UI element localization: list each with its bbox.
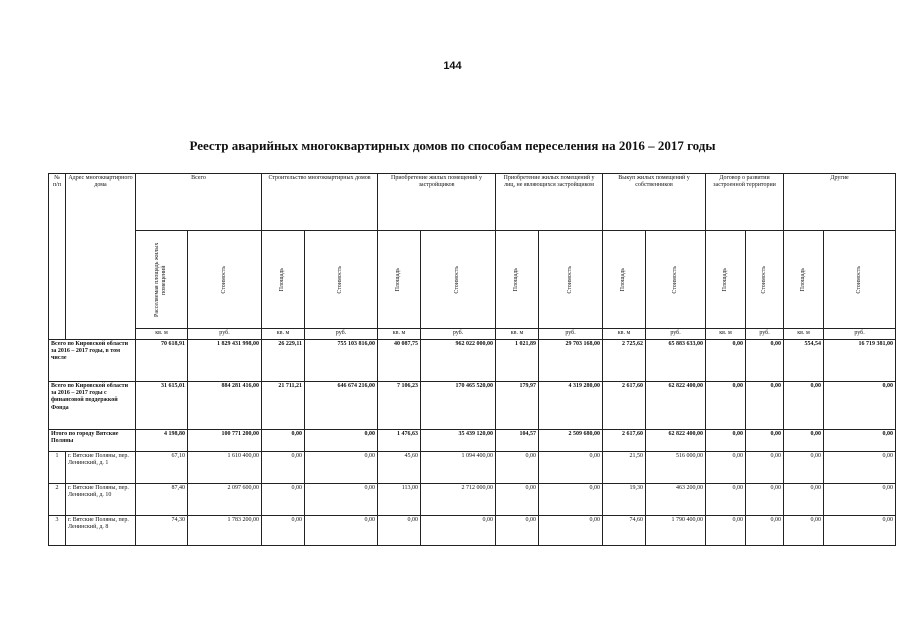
row-address: Всего по Кировской области за 2016 – 2017 годы, в том числе <box>49 340 136 382</box>
cell-area: 113,00 <box>378 484 421 516</box>
table-row <box>49 484 896 516</box>
cell-area: 87,40 <box>136 484 188 516</box>
cell-cost: 35 439 120,00 <box>421 430 496 452</box>
cell-cost: 884 281 416,00 <box>188 382 262 430</box>
sub-header-cost: Стоимость <box>855 265 862 294</box>
cell-cost: 0,00 <box>746 382 784 430</box>
cell-cost: 0,00 <box>539 484 603 516</box>
cell-cost: 646 674 216,00 <box>305 382 378 430</box>
cell-cost: 0,00 <box>539 452 603 484</box>
document-title: Реестр аварийных многоквартирных домов по способам переселения на 2016 – 2017 годы <box>189 138 716 153</box>
unit-cost: руб. <box>305 329 378 340</box>
cell-area: 0,00 <box>706 430 746 452</box>
unit-area: кв. м <box>136 329 188 340</box>
cell-cost: 0,00 <box>824 382 896 430</box>
sub-header-cost: Стоимость <box>337 265 344 294</box>
cell-cost: 0,00 <box>539 516 603 546</box>
cell-area: 0,00 <box>496 484 539 516</box>
cell-area: 0,00 <box>496 516 539 546</box>
cell-area: 0,00 <box>706 516 746 546</box>
header-group-construction: Строительство многоквартирных домов <box>262 174 378 231</box>
cell-area: 179,97 <box>496 382 539 430</box>
cell-area: 0,00 <box>262 452 305 484</box>
cell-cost: 62 822 400,00 <box>646 382 706 430</box>
cell-cost: 1 610 400,00 <box>188 452 262 484</box>
cell-cost: 62 822 400,00 <box>646 430 706 452</box>
unit-area: кв. м <box>262 329 305 340</box>
cell-area: 2 617,60 <box>603 430 646 452</box>
unit-cost: руб. <box>539 329 603 340</box>
cell-area: 1 021,89 <box>496 340 539 382</box>
header-row-sub <box>49 231 896 329</box>
registry-table <box>48 173 896 546</box>
cell-cost: 0,00 <box>824 452 896 484</box>
cell-cost: 0,00 <box>746 452 784 484</box>
cell-cost: 0,00 <box>421 516 496 546</box>
cell-area: 45,60 <box>378 452 421 484</box>
row-address: г. Вятские Поляны, пер. Ленинский, д. 8 <box>66 516 136 546</box>
cell-area: 0,00 <box>262 484 305 516</box>
cell-cost: 755 103 816,00 <box>305 340 378 382</box>
cell-cost: 0,00 <box>305 430 378 452</box>
cell-area: 0,00 <box>784 516 824 546</box>
unit-cost: руб. <box>746 329 784 340</box>
header-group-developers: Приобретение жилых помещений у застройщиков <box>378 174 496 231</box>
cell-area: 21,50 <box>603 452 646 484</box>
table-row <box>49 340 896 382</box>
unit-cost: руб. <box>421 329 496 340</box>
row-address: г. Вятские Поляны, пер. Ленинский, д. 10 <box>66 484 136 516</box>
cell-area: 0,00 <box>784 484 824 516</box>
header-group-buyout: Выкуп жилых помещений у собственников <box>603 174 706 231</box>
cell-cost: 1 783 200,00 <box>188 516 262 546</box>
cell-area: 0,00 <box>262 516 305 546</box>
cell-cost: 0,00 <box>746 516 784 546</box>
sub-header-area: Площадь <box>620 267 627 292</box>
cell-cost: 16 719 381,00 <box>824 340 896 382</box>
header-group-total: Всего <box>136 174 262 231</box>
cell-area: 21 711,21 <box>262 382 305 430</box>
sub-header-cost: Стоимость <box>671 265 678 294</box>
cell-area: 0,00 <box>706 452 746 484</box>
page-number: 144 <box>443 60 462 72</box>
sub-header-cost: Стоимость <box>760 265 767 294</box>
table-row <box>49 516 896 546</box>
cell-area: 104,57 <box>496 430 539 452</box>
cell-cost: 100 771 200,00 <box>188 430 262 452</box>
cell-cost: 1 094 400,00 <box>421 452 496 484</box>
cell-cost: 0,00 <box>305 516 378 546</box>
sub-header-area: Площадь <box>395 267 402 292</box>
cell-area: 4 198,80 <box>136 430 188 452</box>
unit-cost: руб. <box>646 329 706 340</box>
header-group-non-developers: Приобретение жилых помещений у лиц, не являющихся застройщиком <box>496 174 603 231</box>
row-index: 1 <box>49 452 66 484</box>
cell-cost: 516 000,00 <box>646 452 706 484</box>
cell-area: 26 229,11 <box>262 340 305 382</box>
sub-header-area: Площадь <box>513 267 520 292</box>
unit-cost: руб. <box>824 329 896 340</box>
header-address: Адрес многоквартирного дома <box>66 174 136 340</box>
cell-cost: 2 097 600,00 <box>188 484 262 516</box>
header-group-development-contract: Договор о развитии застроенной территории <box>706 174 784 231</box>
sub-header-cost: Стоимость <box>220 265 227 294</box>
cell-area: 0,00 <box>784 430 824 452</box>
unit-area: кв. м <box>378 329 421 340</box>
cell-cost: 2 509 680,00 <box>539 430 603 452</box>
row-address: г. Вятские Поляны, пер. Ленинский, д. 1 <box>66 452 136 484</box>
header-group-other: Другие <box>784 174 896 231</box>
cell-area: 0,00 <box>378 516 421 546</box>
cell-cost: 463 200,00 <box>646 484 706 516</box>
table-row <box>49 382 896 430</box>
table-row <box>49 430 896 452</box>
row-index: 2 <box>49 484 66 516</box>
cell-cost: 0,00 <box>746 430 784 452</box>
unit-cost: руб. <box>188 329 262 340</box>
cell-area: 0,00 <box>262 430 305 452</box>
cell-cost: 0,00 <box>746 484 784 516</box>
cell-area: 0,00 <box>706 484 746 516</box>
cell-area: 31 615,01 <box>136 382 188 430</box>
cell-area: 554,54 <box>784 340 824 382</box>
cell-area: 0,00 <box>706 340 746 382</box>
cell-cost: 0,00 <box>824 484 896 516</box>
cell-area: 0,00 <box>784 452 824 484</box>
sub-header-area: Площадь <box>799 267 806 292</box>
table-row <box>49 452 896 484</box>
cell-area: 7 106,23 <box>378 382 421 430</box>
cell-cost: 962 022 000,00 <box>421 340 496 382</box>
sub-header-cost: Стоимость <box>566 265 573 294</box>
header-row-units <box>49 329 896 340</box>
cell-area: 0,00 <box>706 382 746 430</box>
cell-cost: 4 319 280,00 <box>539 382 603 430</box>
cell-cost: 1 829 431 998,00 <box>188 340 262 382</box>
cell-area: 2 617,60 <box>603 382 646 430</box>
cell-area: 70 618,91 <box>136 340 188 382</box>
cell-cost: 0,00 <box>305 484 378 516</box>
row-address: Всего по Кировской области за 2016 – 2017 годы с финансовой поддержкой Фонда <box>49 382 136 430</box>
cell-area: 67,10 <box>136 452 188 484</box>
sub-header-cost: Стоимость <box>454 265 461 294</box>
cell-area: 0,00 <box>784 382 824 430</box>
cell-cost: 0,00 <box>824 430 896 452</box>
cell-cost: 1 790 400,00 <box>646 516 706 546</box>
unit-area: кв. м <box>784 329 824 340</box>
cell-cost: 29 703 168,00 <box>539 340 603 382</box>
cell-cost: 65 883 633,00 <box>646 340 706 382</box>
sub-header-area: Площадь <box>279 267 286 292</box>
cell-area: 2 725,62 <box>603 340 646 382</box>
table-body <box>49 340 896 546</box>
cell-area: 40 087,75 <box>378 340 421 382</box>
cell-area: 1 476,63 <box>378 430 421 452</box>
cell-area: 0,00 <box>496 452 539 484</box>
row-address: Итого по городу Вятские Поляны <box>49 430 136 452</box>
header-row-groups <box>49 174 896 231</box>
cell-cost: 0,00 <box>305 452 378 484</box>
row-index: 3 <box>49 516 66 546</box>
cell-cost: 2 712 000,00 <box>421 484 496 516</box>
sub-header-area: Площадь <box>721 267 728 292</box>
sub-header-resettled-area: Расселяемая площадь жилых помещений <box>154 242 168 317</box>
cell-cost: 170 465 520,00 <box>421 382 496 430</box>
unit-area: кв. м <box>706 329 746 340</box>
unit-area: кв. м <box>496 329 539 340</box>
cell-area: 74,60 <box>603 516 646 546</box>
header-num: № п/п <box>49 174 66 340</box>
cell-cost: 0,00 <box>746 340 784 382</box>
unit-area: кв. м <box>603 329 646 340</box>
cell-cost: 0,00 <box>824 516 896 546</box>
cell-area: 19,30 <box>603 484 646 516</box>
cell-area: 74,30 <box>136 516 188 546</box>
